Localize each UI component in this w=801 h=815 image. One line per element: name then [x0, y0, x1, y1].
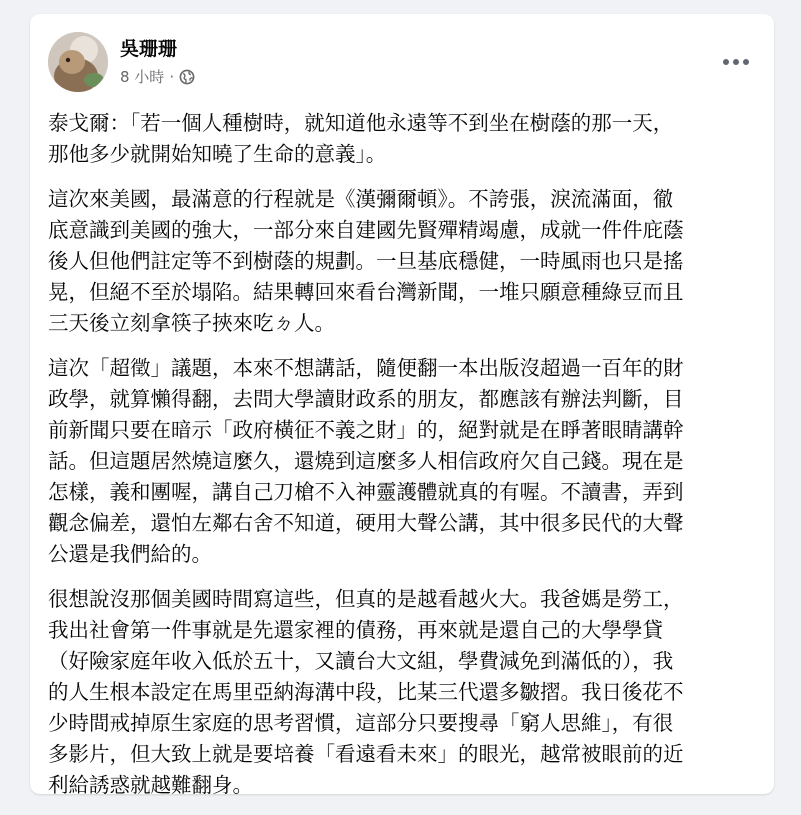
avatar[interactable] [48, 32, 108, 92]
post-meta [120, 66, 195, 87]
meta-separator: · [169, 67, 175, 86]
post-header [48, 32, 756, 94]
more-options-button[interactable] [716, 44, 756, 80]
post-paragraph-4: 很想說沒那個美國時間寫這些，但真的是越看越火大。我爸媽是勞工， 我出社會第一件事就是先還家裡的債務，再來就是還自己的大學學貸 （好險家庭年收入低於五十，又讀台大文組，學費減免到滿低的），我 的人生根本設定在馬里亞納海溝中段，比某三代還多皺摺。我日後花不 少時間戒掉原生家庭的思考習慣，這部分只要搜尋「窮人思維」，有很 多影片，但大致上就是要培養「看遠看未來」的眼光，越常被眼前的近 利給誘惑就越難翻身。 [48, 587, 684, 797]
post-card [30, 14, 774, 797]
post-body [48, 108, 753, 815]
more-horizontal-icon [723, 59, 749, 65]
post-paragraph-1: 泰戈爾：「若一個人種樹時，就知道他永遠等不到坐在樹蔭的那一天， 那他多少就開始知曉了生命的意義」。 [48, 111, 674, 166]
post-paragraph-2: 這次來美國，最滿意的行程就是《漢彌爾頓》。不誇張，淚流滿面，徹 底意識到美國的強大，一部分來自建國先賢殫精竭慮，成就一件件庇蔭 後人但他們註定等不到樹蔭的規劃。一旦基底穩健，一時風雨也只是搖 晃，但絕不至於塌陷。結果轉回來看台灣新聞，一堆只願意種綠豆而且 三天後立刻拿筷子挾來吃ㄉ人。 [48, 187, 684, 335]
avatar-image [48, 32, 108, 92]
globe-icon[interactable] [179, 69, 195, 85]
post-time[interactable]: 8 小時 [120, 68, 165, 86]
post-paragraph-3: 這次「超徵」議題，本來不想講話，隨便翻一本出版沒超過一百年的財 政學，就算懶得翻，去問大學讀財政系的朋友，都應該有辦法判斷，目 前新聞只要在暗示「政府橫征不義之財」的，絕對就是在睜著眼睛講幹 話。但這題居然燒這麼久，還燒到這麼多人相信政府欠自己錢。現在是 怎樣，義和團喔，講自己刀槍不入神靈護體就真的有喔。不讀書，弄到 觀念偏差，還怕左鄰右舍不知道，硬用大聲公講，其中很多民代的大聲 公還是我們給的。 [48, 356, 684, 566]
author-name[interactable]: 吳珊珊 [120, 38, 178, 60]
